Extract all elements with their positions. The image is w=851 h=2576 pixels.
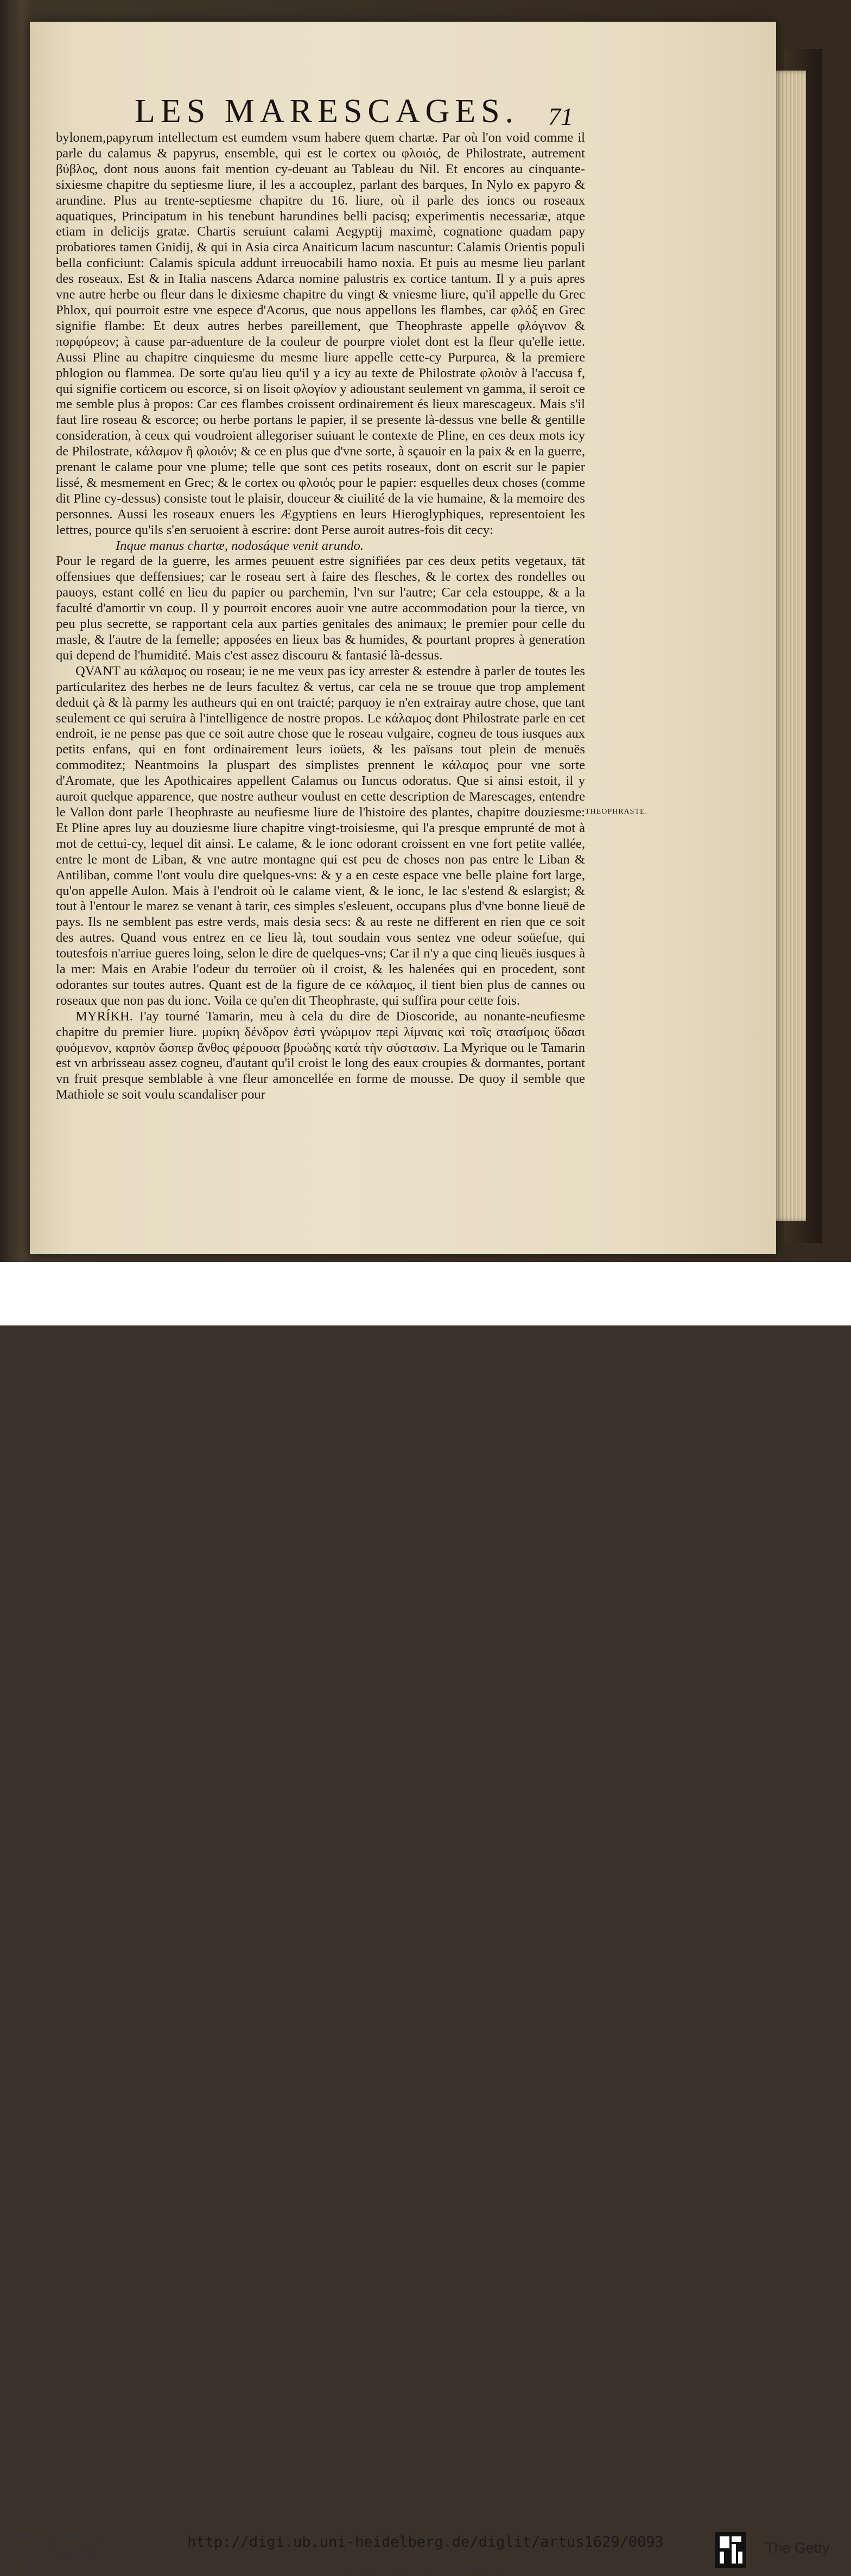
verse-quote: Inque manus chartæ, nodosáque venit arundo. bbox=[116, 538, 364, 553]
body-text bbox=[56, 130, 585, 1103]
paragraph: bylonem,papyrum intellectum est eumdem vsum habere quem chartæ. Par où l'on void comme il parle du calamus & papyrus, ensemble, qui est le cortex ou φλοιός, de Philostrate, autrement βύβλος, dont nous auons fait mention cy-deuant au Tableau du Nil. Et encores au cinquante-sixiesme chapitre du septiesme liure, il les a accouplez, parlant des barques, In Nylo ex papyro & arundine. Plus au trente-septiesme chapitre du 16. liure, où il parle des ioncs ou roseaux aquatiques, Principatum in his tenebunt harundines belli pacisq; experimentis necessariæ, atque etiam in delicijs gratæ. Chartis seruiunt calami Aegyptij maximè, cognatione quadam papy probatiores tamen Gnidij, & qui in Asia circa Anaiticum lacum nascuntur: Calamis Orientis populi bella conficiunt: Calamis spicula addunt irreuocabili hamo noxia. Et puis au mesme lieu parlant des roseaux. Est & in Italia nascens Adarca nomine palustris ex cortice tantum. Il y a puis apres vne autre herbe ou fleur dans le dixiesme chapitre du vingt & vniesme liure, qu'il appelle du Grec Phlox, qui pourroit estre vne espece d'Acorus, que nous appellons les flambes, car φλόξ en Grec signifie flambe: Et deux autres herbes pareillement, que Theophraste appelle φλόγινον & πορφύρεον; à cause par-aduenture de la couleur de pourpre violet dont est la fleur qu'elle iette. Aussi Pline au chapitre cinquiesme du mesme liure appelle cette-cy Purpurea, & la premiere phlogion ou flammea. De sorte qu'au lieu qu'il y a icy au texte de Philostrate φλοιὸν à l'accusa f, qui signifie corticem ou escorce, si on lisoit φλογίον y adioustant seulement vn gamma, il seroit ce me semble plus à propos: Car ces flambes croissent ordinairement és lieux marescageux. Mais s'il faut lire roseau & escorce; ou herbe portans le papier, il se presente là-dessus vne belle & gentille consideration, à ceux qui voudroient allegoriser suiuant le contexte de Pline, en ces deux mots icy de Philostrate, κάλαμον ἢ φλοιόν; & ce en plus que d'vne sorte, à sçauoir en la paix & en la guerre, prenant le calame pour vne plume; telle que sont ces petits roseaux, dont on escrit sur le papier lissé, & mesmement en Grec; & le cortex ou φλοιός pour le papier: esquelles deux choses (comme dit Pline cy-dessus) consiste tout le plaisir, douceur & ciuilité de la vie humaine, & la memoire des personnes. Aussi les roseaux enuers les Ægyptiens en leurs Hieroglyphiques, representoient les lettres, pource qu'ils s'en seruoient à escrire: dont Perse auroit autres-fois dit cecy: bbox=[56, 130, 585, 537]
getty-logo-icon bbox=[714, 2531, 747, 2569]
institution-line: HEIDELBERG bbox=[47, 2552, 99, 2560]
institution-line: UNIVERSITÄTS- bbox=[47, 2534, 109, 2543]
partner-name: The Getty bbox=[765, 2540, 830, 2556]
paragraph: QVANT au κάλαμος ou roseau; ie ne me veux pas icy arrester & estendre à parler de toutes les particularitez des herbes ne de leurs facultez & vertus, car cela ne se trouue que trop amplement deduit çà & là parmy les autheurs qui en ont traicté; parquoy ie n'en extrairay autre chose, que tant seulement ce qui seruira à l'intelligence de nostre propos. Le κάλαμος dont Philostrate parle en cet endroit, ie ne pense pas que ce soit autre chose que le roseau vulgaire, cogneu de tous iusques aux petits enfans, qui en font ordinairement leurs ioüets, & les païsans tout plein de menuës commoditez; Neantmoins la pluspart des simplistes prennent le κάλαμος pour vne sorte d'Aromate, que les Apothicaires appellent Calamus ou Iuncus odoratus. Que si ainsi estoit, il y auroit quelque apparence, que nostre autheur voulust en cette description de Marescages, entendre le Vallon dont parle Theophraste au neufiesme liure de l'histoire des plantes, chapitre douziesme: Et Pline apres luy au douziesme liure chapitre vingt-troisiesme, qui l'a presque emprunté de mot à mot de cettui-cy, lequel dit ainsi. Le calame, & le ionc odorant croissent en vne fort petite vallée, entre le mont de Liban, & vne autre montagne qui est peu de choses non pas entre le Liban & Antiliban, comme l'ont voulu dire quelques-vns: & y a en ceste espace vne belle plaine fort large, qu'on appelle Aulon. Mais à l'endroit où le calame vient, & le ionc, le lac s'estend & eslargist; & tout à l'entour le marez se venant à tarir, ces simples s'esleuent, occupans plus d'vne bonne lieuë de pays. Ils ne semblent pas estre verds, mais desia secs: & au reste ne different en rien que ce soit des autres. Quand vous entrez en ce lieu là, tout soudain vous sentez vne odeur soüefue, qui toutesfois n'arriue gueres loing, selon le dire de quelques-vns; Car il n'y a que cinq lieuës iusques à la mer: Mais en Arabie l'odeur du terroüer où il croist, & les halenées qui en procedent, sont odorantes sur toutes autres. Quant est de la figure de ce κάλαμος, il tient bien plus de cannes ou roseaux que non pas du ionc. Voila ce qu'en dit Theophraste, qui suffira pour cette fois. bbox=[56, 663, 585, 1008]
copyright-notice: © Universitätsbibliothek Heidelberg bbox=[345, 2564, 506, 2575]
paragraph: MYRÍKH. I'ay tourné Tamarin, meu à cela du dire de Dioscoride, au nonante-neufiesme chapitre du premier liure. μυρίκη δένδρον ἐστὶ γνώριμον περὶ λίμναις καὶ τοῖς στασίμοις ὕδασι φυόμενον, καρπὸν ὥσπερ ἄνθος φέρουσα βρυώδης κατὰ τὴν σύστασιν. La Myrique ou le Tamarin est vn arbrisseau assez cogneu, d'autant qu'il croist le long des eaux croupies & dormantes, portant vn fruit presque semblable à vne fleur amoncellée en forme de mousse. De quoy il semble que Mathiole se soit voulu scandaliser pour bbox=[56, 1008, 585, 1102]
paragraph: Pour le regard de la guerre, les armes peuuent estre signifiées par ces deux petits vegetaux, tāt offensiues que deffensiues; car le roseau sert à faire des flesches, & le cortex des rondelles ou pauoys, estant collé en lieu du papier ou parchemin, l'vn sur l'autre; Car cela estouppe, & a la faculté d'amortir vn coup. Il y pourroit encores auoir vne autre accommodation pour la tierce, vn peu plus secrette, se rapportant cela aux parties genitales des animaux; le premier pour celle du masle, & l'autre de la femelle; apposées en lieux bas & humides, & pourtant propres à generation qui depend de l'humidité. Mais c'est assez discouru & fantasié là-dessus. bbox=[56, 554, 585, 663]
folio-number: 71 bbox=[548, 103, 573, 130]
permalink-url[interactable]: http://digi.ub.uni-heidelberg.de/diglit/artus1629/0093 bbox=[187, 2534, 664, 2550]
institution-line: BIBLIOTHEK bbox=[47, 2543, 96, 2552]
margin-note: THEOPHRASTE. bbox=[585, 808, 648, 816]
running-head: LES MARESCAGES. bbox=[135, 93, 519, 130]
viewer-footer bbox=[0, 1262, 851, 2575]
page-scan bbox=[0, 0, 851, 1262]
